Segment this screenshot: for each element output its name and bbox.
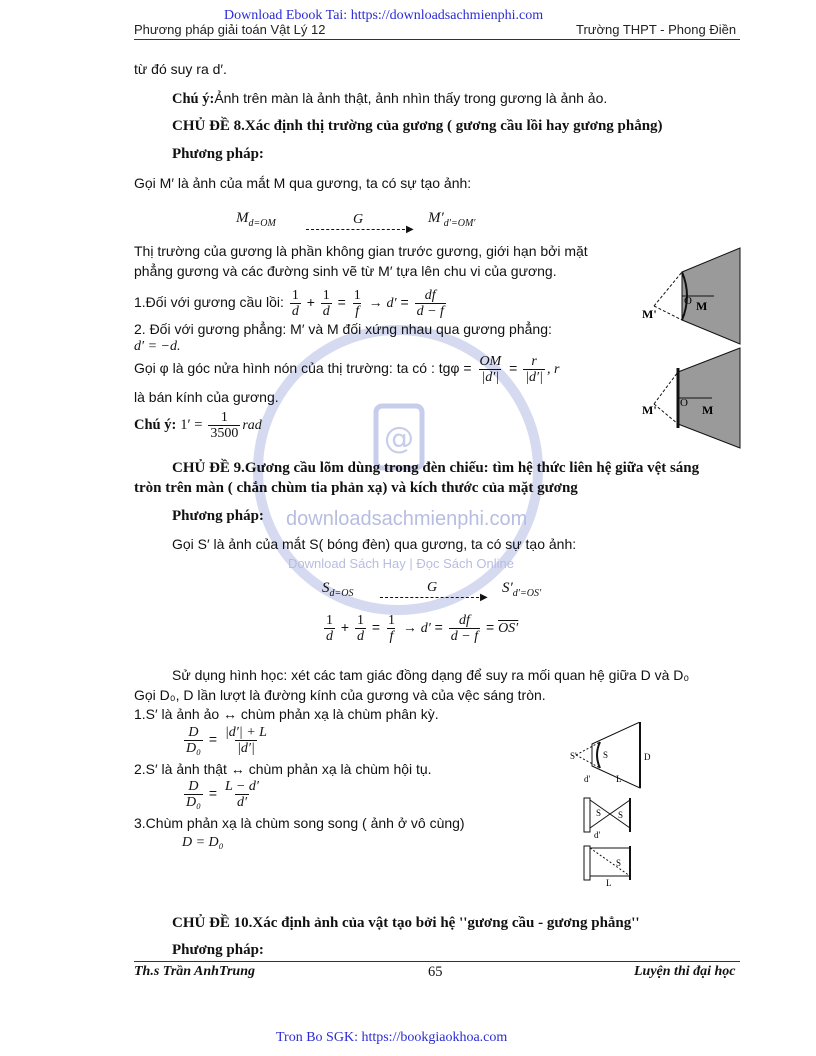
formation-arrow-1 — [306, 212, 410, 230]
plane-line-2: d′ = −d. — [134, 339, 181, 354]
footer-rule — [134, 961, 740, 962]
intro-s: Gọi S′ là ảnh của mắt S( bóng đèn) qua gương, ta có sự tạo ảnh: — [172, 536, 577, 552]
arrowhead-2: ▶ — [480, 592, 488, 603]
phi-line-2: là bán kính của gương. — [134, 389, 279, 405]
formation-arrow-2 — [380, 580, 484, 598]
case-3: 3.Chùm phản xạ là chùm song song ( ảnh ở vô cùng) — [134, 815, 465, 831]
field-line-1: Thị trường của gương là phần không gian trước gương, giới hạn bởi mặt — [134, 243, 588, 259]
figure-plane-field — [642, 346, 742, 450]
formation-s-prime: $S'_{d'=OS'}$ — [502, 580, 542, 599]
sp-sub: d′=OS′ — [512, 588, 542, 599]
svg-text:S: S — [603, 750, 609, 760]
svg-text:S: S — [616, 858, 622, 868]
case-2: 2.S′ là ảnh thật ↔ chùm phản xạ là chùm hội tụ. — [134, 761, 432, 777]
convex-formula: 1.Đối với gương cầu lồi: $\frac{1}{d}$ + $\frac{1}{d}$ = $\frac{1}{f}$ → d′ = $\frac{df}{d - f}$ — [134, 287, 444, 319]
figure-divergent — [570, 722, 682, 792]
page-number: 65 — [428, 964, 443, 980]
formation-g-2: G — [426, 580, 438, 595]
svg-text:d': d' — [594, 830, 601, 840]
arrowhead-1: ▶ — [406, 224, 414, 235]
intro-m: Gọi M′ là ảnh của mắt M qua gương, ta có sự tạo ảnh: — [134, 175, 472, 191]
m-sub: d=OM — [248, 218, 276, 229]
fig2-o: O — [680, 397, 688, 409]
svg-text:@: @ — [384, 421, 414, 456]
phi-formula: Gọi φ là góc nửa hình nón của thị trường: ta có : tgφ = $\frac{OM}{|d'|}$ = $\frac{r}{|d'|}$ , r — [134, 353, 560, 385]
topic-9-title-1: CHỦ ĐỀ 9.Gương cầu lõm dùng trong đèn chiếu: tìm hệ thức liên hệ giữa vệt sáng — [172, 460, 700, 476]
plane-line-1: 2. Đối với gương phẳng: M′ và M đối xứng nhau qua gương phẳng: — [134, 321, 552, 337]
note-2: Chú ý: 1′ = $\frac{1}{3500}$ rad — [134, 409, 262, 441]
mp-sub: d′=OM′ — [443, 218, 476, 229]
mirror-formula: $\frac{1}{d}$ + $\frac{1}{d}$ = $\frac{1}{f}$ → d′ = $\frac{df}{d - f}$ = OS′ — [326, 612, 519, 644]
download-link-bottom[interactable]: Tron Bo SGK: https://bookgiaokhoa.com — [276, 1030, 508, 1045]
topic-9-title-2: tròn trên màn ( chắn chùm tia phản xạ) và kích thước của mặt gương — [134, 480, 578, 496]
method-9: Phương pháp: — [172, 508, 264, 524]
topic-10-title: CHỦ ĐỀ 10.Xác định ảnh của vật tạo bởi hệ ''gương cầu - gương phẳng'' — [172, 915, 640, 931]
note-1-text: Ảnh trên màn là ảnh thật, ảnh nhìn thấy trong gương là ảnh ảo. — [214, 90, 608, 106]
fig2-m: M — [702, 403, 714, 417]
watermark-sub: Download Sách Hay | Đọc Sách Online — [288, 556, 514, 571]
svg-text:D: D — [644, 752, 651, 762]
download-link-top[interactable]: Download Ebook Tai: https://downloadsachmienphi.com — [224, 8, 544, 23]
svg-text:S: S — [618, 810, 624, 820]
case-2-eq: $\frac{D}{\text{D₀}}$ = $\frac{L - d'}{d'}$ — [186, 778, 259, 810]
case-1: 1.S′ là ảnh ảo ↔ chùm phản xạ là chùm phân kỳ. — [134, 706, 439, 722]
d0-line: Gọi D₀, D lần lượt là đường kính của gương và của vệc sáng tròn. — [134, 687, 546, 703]
s-sub: d=OS — [329, 588, 354, 599]
fig1-m: M — [696, 299, 708, 313]
formation-s: $S_{d=OS}$ — [322, 580, 354, 599]
footer-author: Th.s Trần AnhTrung — [134, 964, 255, 979]
formation-m-prime: $M'_{d'=OM'}$ — [428, 210, 476, 229]
formation-g-1: G — [352, 212, 364, 227]
note-1 — [172, 89, 607, 108]
geometry-line: Sử dụng hình học: xét các tam giác đồng dạng để suy ra mối quan hệ giữa D và D₀ — [172, 667, 690, 683]
svg-text:L: L — [606, 878, 612, 888]
field-line-2: phẳng gương và các đường sinh vẽ từ M′ tựa lên chu vi của gương. — [134, 263, 557, 279]
fig1-mprime: M' — [642, 307, 657, 321]
svg-text:d': d' — [584, 774, 591, 784]
line-derive: từ đó suy ra d′. — [134, 61, 227, 77]
svg-text:S: S — [596, 808, 602, 818]
topic-8-title: CHỦ ĐỀ 8.Xác định thị trường của gương ( gương cầu lồi hay gương phẳng) — [172, 118, 663, 134]
header-left: Phương pháp giải toán Vật Lý 12 — [134, 22, 326, 37]
method-8: Phương pháp: — [172, 146, 264, 162]
formation-m: $M_{d=OM}$ — [236, 210, 276, 229]
figure-convex-field — [642, 246, 742, 346]
header-right: Trường THPT - Phong Điền — [576, 22, 737, 37]
note-1-label: Chú ý: — [172, 91, 215, 107]
svg-text:L: L — [616, 774, 622, 784]
case-3-eq: D = D₀ — [182, 835, 224, 850]
header-rule — [134, 39, 740, 40]
watermark-main: downloadsachmienphi.com — [286, 508, 528, 530]
phi-label: Gọi φ là góc nửa hình nón của thị trường: ta có : tgφ = — [134, 360, 472, 376]
fig1-o: O — [684, 295, 692, 307]
case-1-eq: $\frac{D}{\text{D₀}}$ = $\frac{|d'| + L}{|d'|}$ — [186, 724, 267, 756]
figure-convergent — [578, 796, 638, 840]
fig2-mprime: M' — [642, 403, 657, 417]
method-10: Phương pháp: — [172, 942, 264, 958]
footer-right: Luyện thi đại học — [634, 964, 736, 979]
convex-label: 1.Đối với gương cầu lồi: — [134, 294, 284, 310]
svg-text:S': S' — [570, 751, 577, 761]
figure-parallel — [578, 844, 638, 888]
